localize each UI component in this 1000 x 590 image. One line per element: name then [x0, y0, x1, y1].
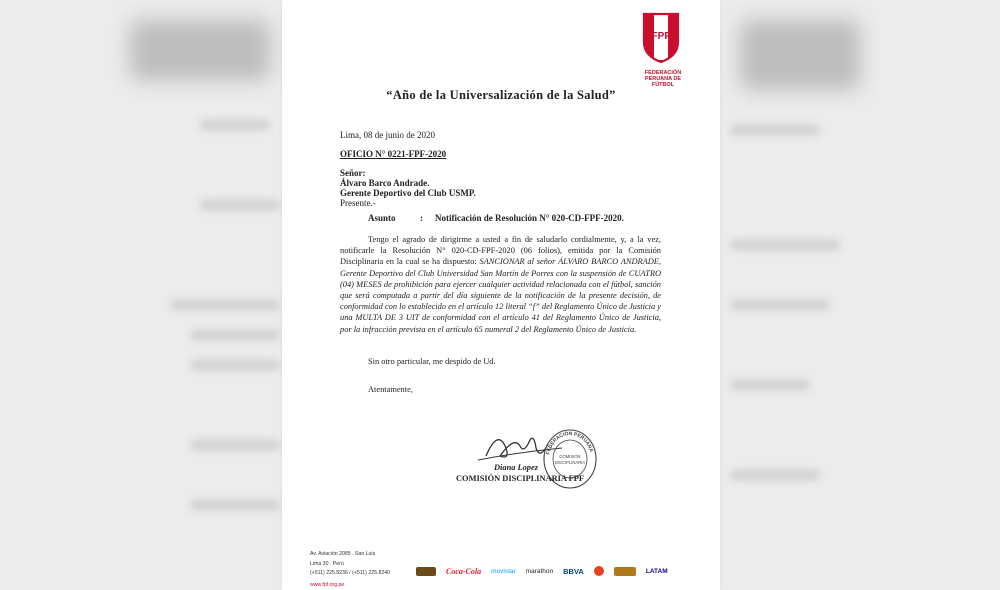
- org-caption: FEDERACIÓN PERUANA DE FÚTBOL: [644, 70, 682, 88]
- sponsor-bbva: BBVA: [563, 566, 584, 576]
- motto-heading: “Año de la Universalización de la Salud”: [386, 88, 616, 102]
- fpf-shield-logo: [642, 12, 680, 64]
- footer-address: [310, 550, 390, 579]
- sponsor-badge-icon-2: [614, 567, 636, 576]
- asunto-label: Asunto: [368, 213, 396, 223]
- footer-website: www.fpf.org.pe: [310, 582, 345, 588]
- regards: Atentamente,: [368, 385, 413, 394]
- body-resolution: SANCIONAR al señor ÁLVARO BARCO ANDRADE, Gerente Deportivo del Club Universidad San Martín de Porres con la suspensión de CUATRO (04) MESES de prohibición para ejercer cualquier actividad relacionada con el fútbol, sanción que será computada a partir del día siguiente de la notificación de la presente decisión, de conformidad con lo establecido en el artículo 12 literal “f” del Reglamento Único de Justicia y una MULTA DE 3 UIT de conformidad con el artículo 41 del Reglamento Único de Justicia, por la infracción prevista en el artículo 65 numeral 2 del Reglamento Único de Justicia.: [340, 257, 661, 334]
- signer-name: Diana Lopez: [494, 463, 538, 472]
- sponsor-circle-icon: [594, 566, 604, 576]
- address-line-1: Av. Aviación 2085 . San Luis: [310, 551, 376, 557]
- stamp-inner-1: COMISIÓN: [559, 454, 581, 459]
- logo-text: FPF: [651, 31, 671, 42]
- stamp-outer-text: FEDERACIÓN PERUANA: [545, 430, 595, 456]
- letter-date: Lima, 08 de junio de 2020: [340, 130, 435, 140]
- closing-line: Sin otro particular, me despido de Ud.: [368, 357, 496, 366]
- sponsor-movistar: movistar: [491, 567, 516, 575]
- asunto-value: Notificación de Resolución N° 020-CD-FPF-2020.: [435, 213, 624, 223]
- recipient-name: Álvaro Barco Andrade.: [340, 178, 430, 188]
- sponsor-logos: [416, 564, 668, 578]
- address-line-2: Lima 30 . Perú: [310, 560, 344, 567]
- letter-body: [340, 234, 661, 335]
- sponsor-badge-icon: [416, 567, 436, 576]
- sponsor-latam: LATAM: [645, 567, 668, 575]
- recipient-title: Gerente Deportivo del Club USMP.: [340, 188, 476, 198]
- letter-page: [282, 0, 720, 590]
- sponsor-cocacola: Coca-Cola: [446, 566, 482, 576]
- asunto-colon: :: [420, 213, 423, 223]
- body-intro: Tengo el agrado de dirigirme a usted a fin de saludarlo cordialmente, y, a la vez, notificarle la Resolución N° 020-CD-FPF-2020 (06 folios), emitida por la Comisión Disciplinaria en la cual se ha dispuesto:: [340, 235, 661, 267]
- oficio-number: OFICIO N° 0221-FPF-2020: [340, 149, 447, 159]
- signature-area: [450, 426, 600, 496]
- address-phones: (+511) 225.8236 / (+511) 225.8240: [310, 570, 390, 576]
- blurred-background-right: [720, 0, 1000, 590]
- signer-title: COMISIÓN DISCIPLINARIA FPF: [456, 474, 584, 483]
- presente: Presente.-: [340, 198, 376, 208]
- sponsor-marathon: marathon: [525, 567, 554, 575]
- stamp-inner-2: DISCIPLINARIA: [554, 460, 586, 465]
- salutation: Señor:: [340, 168, 366, 178]
- blurred-background-left: [0, 0, 282, 590]
- svg-text:FEDERACIÓN PERUANA: [545, 429, 594, 455]
